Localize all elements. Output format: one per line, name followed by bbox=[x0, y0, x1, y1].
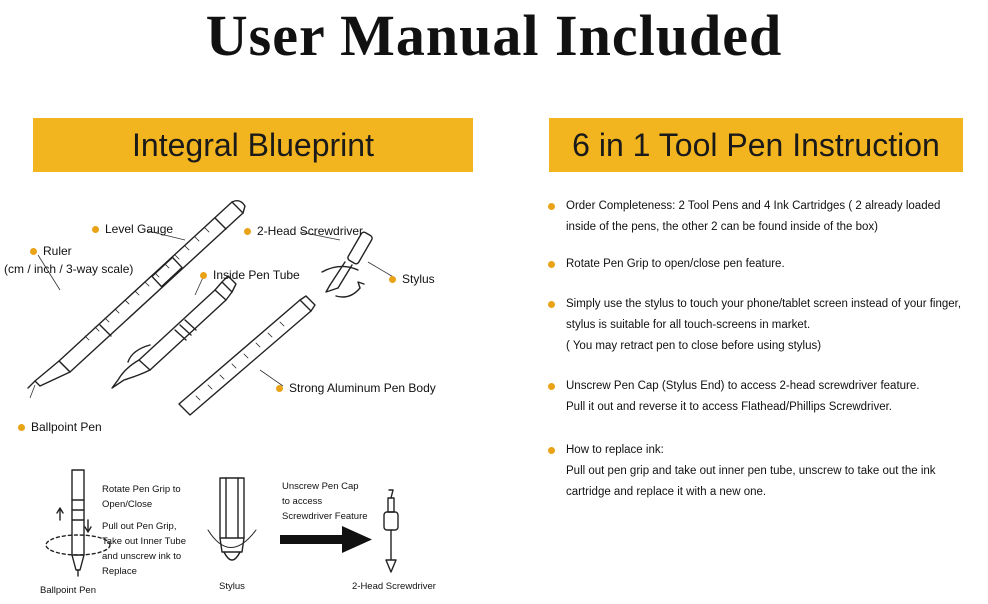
rotate-line-1: Rotate Pen Grip to bbox=[102, 484, 181, 495]
bullet-dot bbox=[548, 447, 555, 454]
stylus-text: Stylus bbox=[402, 272, 435, 286]
bottom-stylus-drawing bbox=[208, 478, 256, 560]
bottom-ballpoint-drawing bbox=[46, 470, 110, 576]
ruler-text: Ruler bbox=[43, 244, 72, 258]
instruction-line: Order Completeness: 2 Tool Pens and 4 Ink Cartridges ( 2 already loaded bbox=[566, 200, 941, 212]
blueprint-banner: Integral Blueprint bbox=[33, 118, 473, 172]
bullet-dot bbox=[92, 226, 99, 233]
screwdriver-label bbox=[244, 224, 363, 238]
ballpoint-label bbox=[18, 420, 102, 434]
inside-tube-label bbox=[200, 268, 300, 282]
instruction-item bbox=[548, 254, 785, 275]
level-gauge-text: Level Gauge bbox=[105, 222, 174, 236]
bottom-stylus-caption: Stylus bbox=[219, 581, 245, 592]
instruction-item bbox=[548, 294, 961, 357]
instruction-item bbox=[548, 440, 936, 503]
bottom-ballpoint-caption: Ballpoint Pen bbox=[40, 585, 96, 596]
instruction-line: stylus is suitable for all touch-screens in market. bbox=[566, 319, 811, 331]
screwdriver-drawing bbox=[322, 231, 373, 297]
instruction-line: inside of the pens, the other 2 can be found inside of the box) bbox=[566, 221, 878, 233]
instruction-item bbox=[548, 376, 919, 418]
instruction-line: Simply use the stylus to touch your phone/tablet screen instead of your finger, bbox=[566, 298, 962, 310]
bullet-dot bbox=[548, 383, 555, 390]
stylus-label bbox=[389, 272, 435, 286]
ruler-label bbox=[30, 244, 72, 258]
ballpoint-text: Ballpoint Pen bbox=[31, 420, 102, 434]
instruction-line: ( You may retract pen to close before using stylus) bbox=[566, 340, 822, 352]
bullet-dot bbox=[548, 301, 555, 308]
rotate-line-2: Open/Close bbox=[102, 499, 153, 510]
pull-line-3: and unscrew ink to bbox=[102, 551, 182, 562]
bullet-dot bbox=[548, 261, 555, 268]
rotate-grip-text bbox=[102, 482, 181, 512]
instruction-line: Pull out pen grip and take out inner pen tube, unscrew to take out the ink bbox=[566, 465, 936, 477]
bullet-dot bbox=[30, 248, 37, 255]
pull-grip-text bbox=[102, 519, 186, 579]
bottom-screwdriver-caption: 2-Head Screwdriver bbox=[352, 581, 436, 592]
instruction-line: Unscrew Pen Cap (Stylus End) to access 2-head screwdriver feature. bbox=[566, 380, 920, 392]
aluminum-body-text: Strong Aluminum Pen Body bbox=[289, 381, 436, 395]
page-title: User Manual Included bbox=[205, 3, 783, 68]
ruler-scale-label: (cm / inch / 3-way scale) bbox=[4, 262, 134, 276]
pull-line-4: Replace bbox=[102, 566, 137, 577]
unscrew-cap-text bbox=[282, 479, 368, 524]
aluminum-body-label bbox=[276, 381, 436, 395]
level-gauge-label bbox=[92, 222, 173, 236]
instruction-line: cartridge and replace it with a new one. bbox=[566, 486, 767, 498]
unscrew-line-3: Screwdriver Feature bbox=[282, 511, 368, 522]
bullet-dot bbox=[548, 203, 555, 210]
pull-line-1: Pull out Pen Grip, bbox=[102, 521, 177, 532]
instruction-line: Rotate Pen Grip to open/close pen feature. bbox=[566, 258, 785, 270]
bullet-dot bbox=[389, 276, 396, 283]
instruction-line: How to replace ink: bbox=[566, 444, 664, 456]
instruction-item bbox=[548, 196, 940, 238]
bullet-dot bbox=[244, 228, 251, 235]
screwdriver-text: 2-Head Screwdriver bbox=[257, 224, 364, 238]
instruction-line: Pull it out and reverse it to access Flathead/Phillips Screwdriver. bbox=[566, 401, 892, 413]
unscrew-line-1: Unscrew Pen Cap bbox=[282, 481, 359, 492]
bottom-screwdriver-drawing bbox=[384, 490, 398, 572]
step-arrow bbox=[280, 526, 372, 553]
bullet-dot bbox=[200, 272, 207, 279]
instruction-banner: 6 in 1 Tool Pen Instruction bbox=[549, 118, 963, 172]
bullet-dot bbox=[18, 424, 25, 431]
pull-line-2: Take out Inner Tube bbox=[102, 536, 186, 547]
bullet-dot bbox=[276, 385, 283, 392]
unscrew-line-2: to access bbox=[282, 496, 323, 507]
inside-tube-text: Inside Pen Tube bbox=[213, 268, 300, 282]
